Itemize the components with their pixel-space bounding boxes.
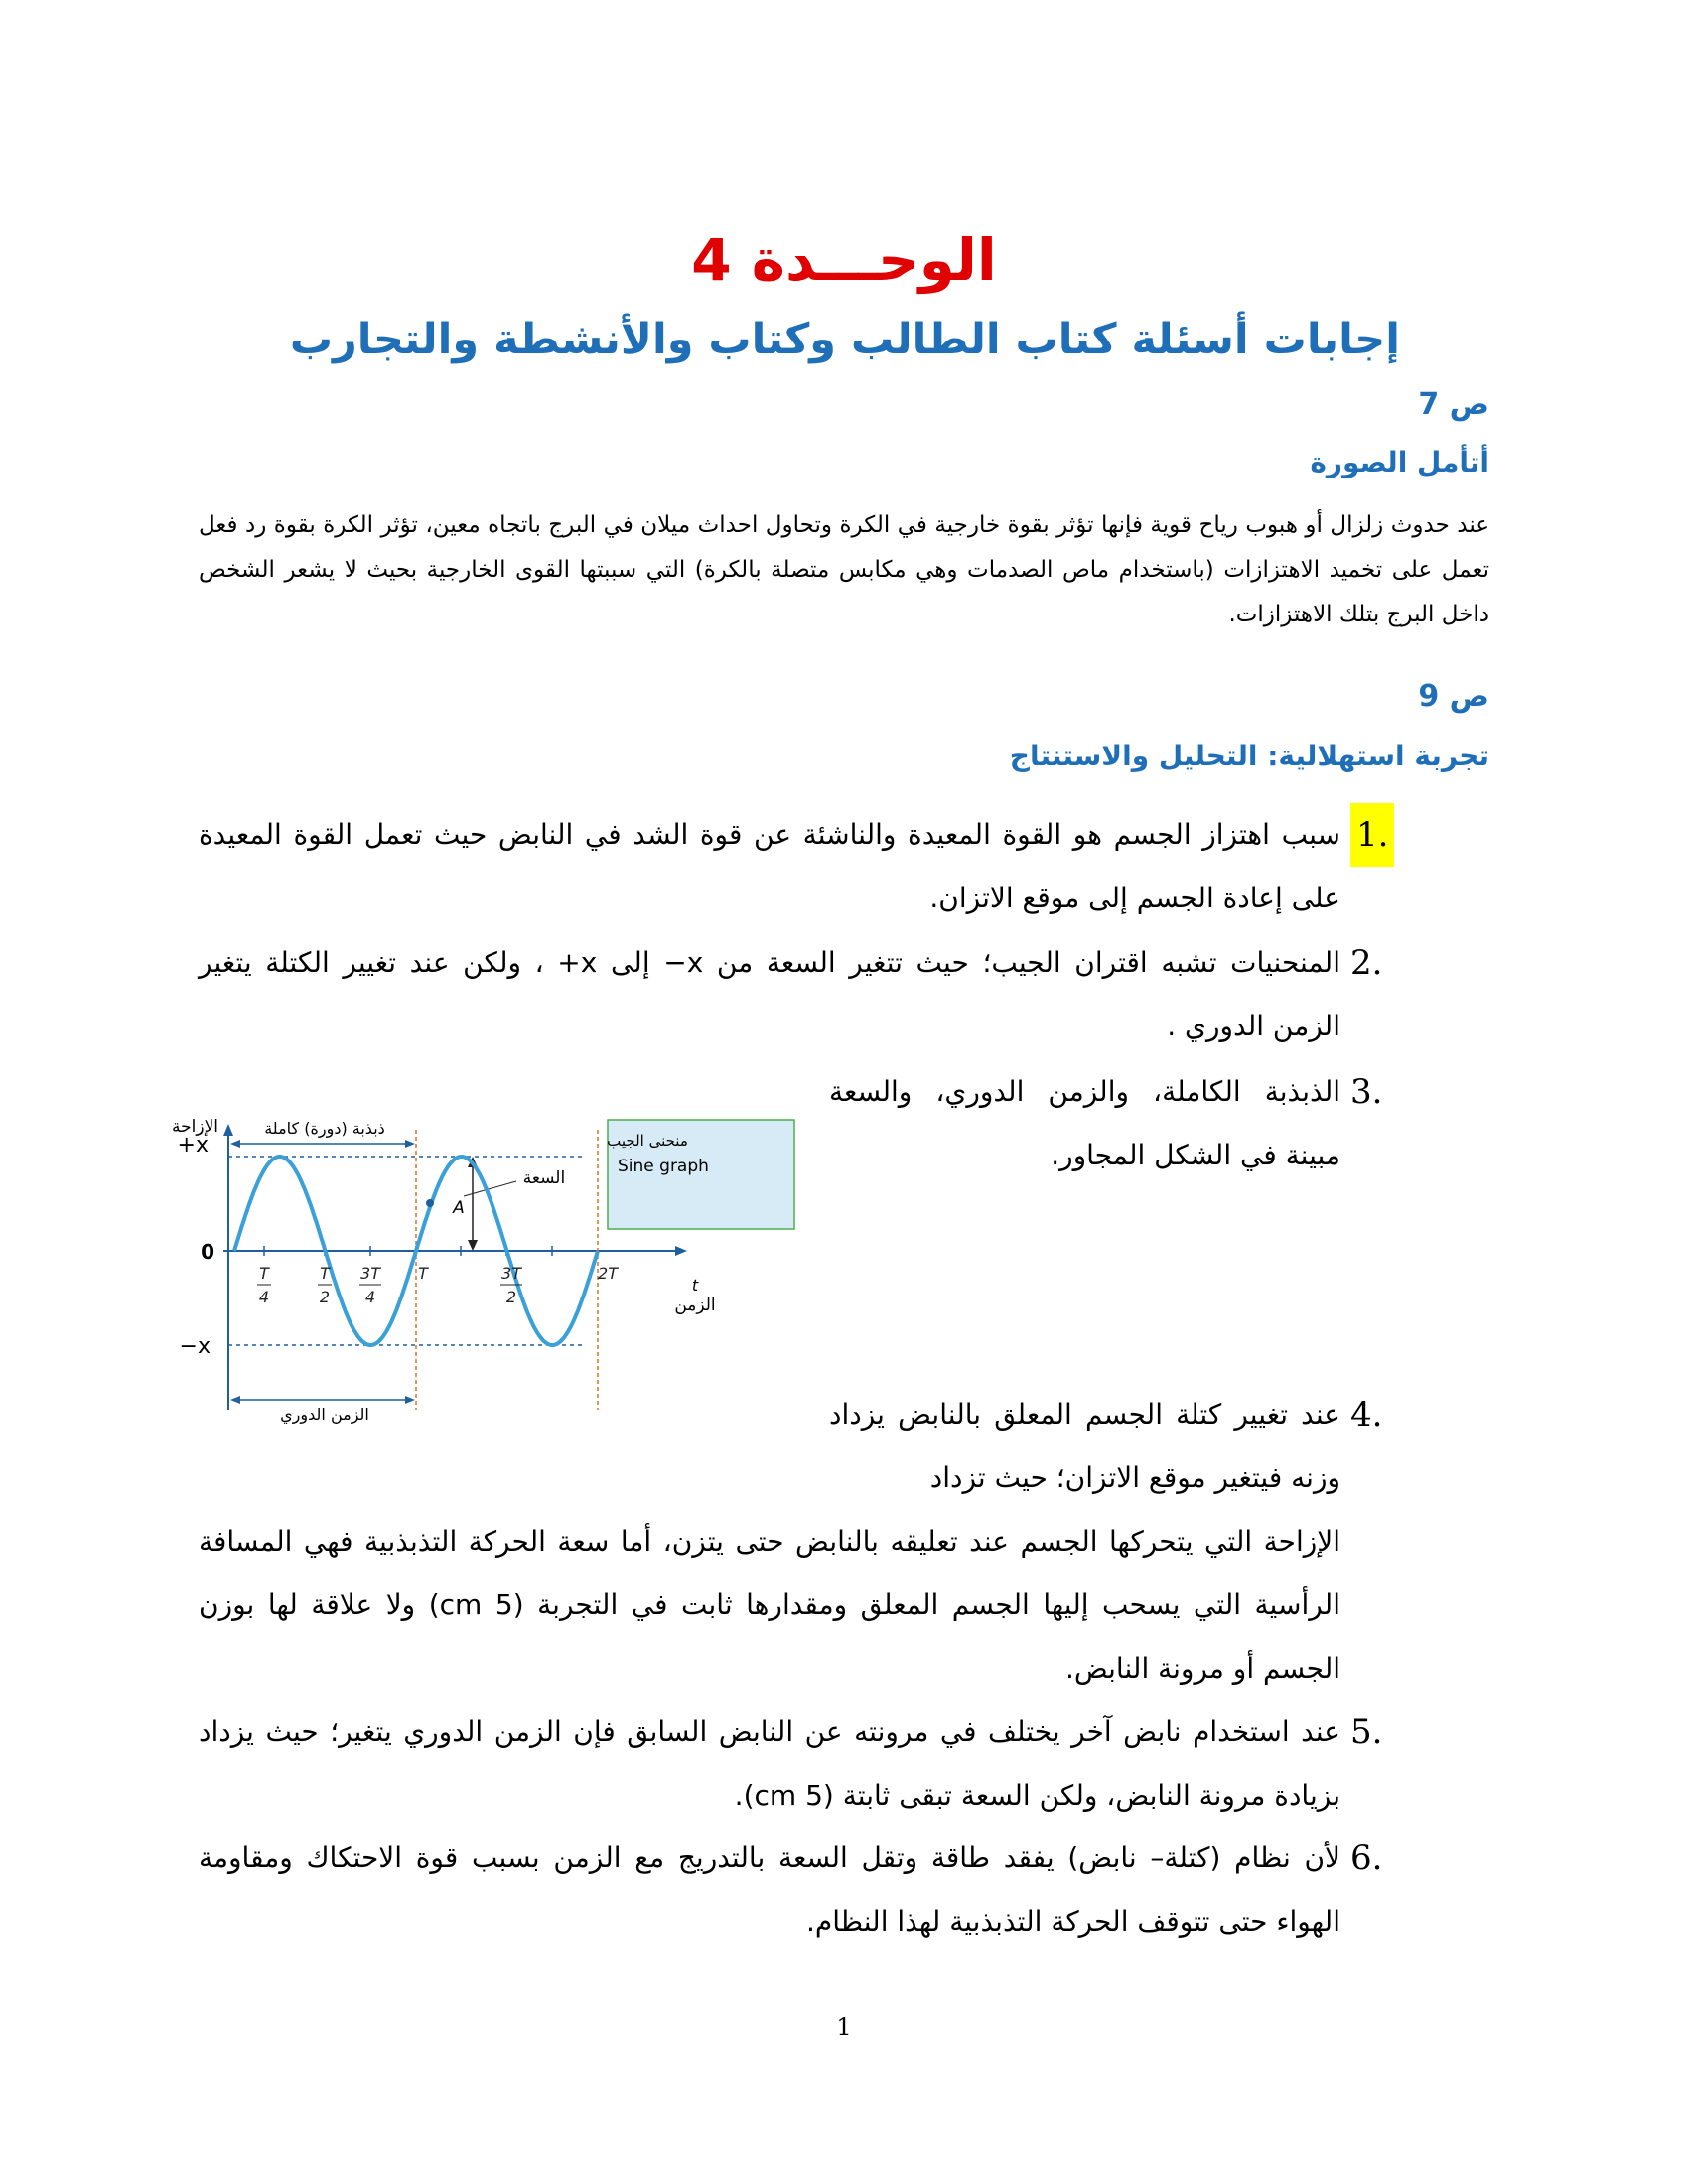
section-heading-observe-image: أتأمل الصورة: [1310, 446, 1489, 478]
period-arrow-left: [230, 1396, 240, 1404]
period-arrow-right: [405, 1396, 415, 1404]
page-reference-7: ص 7: [1418, 387, 1489, 422]
amplitude-arrow-bottom: [468, 1240, 478, 1251]
amplitude-label: السعة: [522, 1168, 566, 1188]
x-axis-symbol: t: [691, 1276, 699, 1295]
tick-label-num: 3T: [360, 1264, 380, 1283]
amplitude-symbol: A: [453, 1198, 465, 1218]
tick-label-num: 3T: [501, 1264, 521, 1283]
answer-4-text-top: عند تغيير كتلة الجسم المعلق بالنابض يزداد وزنه فيتغير موقع الاتزان؛ حيث تزداد: [829, 1398, 1340, 1494]
full-oscillation-arrow-right: [405, 1140, 415, 1148]
unit-title: الوحـــدة 4: [691, 226, 997, 294]
answer-number-5: 5.: [1350, 1712, 1383, 1752]
full-oscillation-label: ذبذبة (دورة) كاملة: [264, 1119, 385, 1138]
tick-label-num: T: [418, 1264, 428, 1283]
section-heading-experiment: تجربة استهلالية: التحليل والاستنتاج: [1009, 740, 1489, 772]
plus-x-label: +x: [177, 1133, 209, 1158]
page-reference-9: ص 9: [1418, 679, 1489, 714]
tick-label-den: 4: [364, 1288, 376, 1306]
page-number: 1: [836, 2013, 852, 2041]
tick-label-num: T: [259, 1264, 269, 1283]
full-oscillation-arrow-left: [230, 1140, 240, 1148]
observe-image-paragraph: عند حدوث زلزال أو هبوب رياح قوية فإنها تؤثر بقوة خارجية في الكرة وتحاول احداث ميلان في البرج باتجاه معين، تؤثر الكرة بقوة رد فعل تعمل على تخميد الاهتزازات (باستخدام ماص الصدمات وهي مكابس متصلة بالكرة) التي سببتها القوى الخارجية بحيث لا يشعر الشخص داخل البرج بتلك الاهتزازات.: [199, 512, 1489, 627]
curve-direction-dot: [426, 1199, 434, 1207]
tick-labels: [257, 1264, 619, 1306]
answer-4-text-bottom: الإزاحة التي يتحركها الجسم عند تعليقه بالنابض حتى يتزن، أما سعة الحركة التذبذبية فهي المسافة الرأسية التي يسحب إليها الجسم المعلق ومقدارها ثابت في التجربة (5 cm) ولا علاقة لها بوزن الجسم أو مرونة النابض.: [199, 1525, 1340, 1685]
tick-label-den: 2: [505, 1288, 517, 1306]
answer-number-4: 4.: [1350, 1395, 1383, 1434]
zero-label: 0: [201, 1240, 214, 1264]
y-axis-label: الإزاحة: [172, 1117, 218, 1137]
answer-number-1: 1.: [1350, 803, 1394, 867]
page-subtitle: إجابات أسئلة كتاب الطالب وكتاب والأنشطة والتجارب: [289, 315, 1400, 364]
period-label: الزمن الدوري: [280, 1405, 369, 1424]
answer-number-6: 6.: [1350, 1839, 1383, 1878]
answer-3-text: الذبذبة الكاملة، والزمن الدوري، والسعة مبينة في الشكل المجاور.: [829, 1075, 1340, 1171]
sine-graph-figure: [139, 1102, 814, 1430]
tick-label-den: 2: [319, 1288, 331, 1306]
answer-2-text: المنحنيات تشبه اقتران الجيب؛ حيث تتغير السعة من x− إلى x+ ، ولكن عند تغيير الكتلة يتغير الزمن الدوري .: [199, 946, 1340, 1042]
answer-1-text: سبب اهتزاز الجسم هو القوة المعيدة والناشئة عن قوة الشد في النابض حيث تعمل القوة المعيدة على إعادة الجسم إلى موقع الاتزان.: [199, 818, 1340, 914]
minus-x-label: −x: [179, 1334, 211, 1359]
y-axis-arrow: [223, 1124, 233, 1136]
answer-number-2: 2.: [1350, 943, 1383, 983]
tick-label-num: T: [320, 1264, 330, 1283]
legend-english: Sine graph: [618, 1157, 709, 1176]
x-axis-arrow: [675, 1246, 687, 1256]
answer-number-3: 3.: [1350, 1072, 1383, 1112]
legend-arabic: منحنى الجيب: [607, 1132, 688, 1150]
x-axis-label: الزمن: [674, 1296, 716, 1315]
tick-label-den: 4: [258, 1288, 270, 1306]
answer-5-text: عند استخدام نابض آخر يختلف في مرونته عن النابض السابق فإن الزمن الدوري يتغير؛ حيث يزداد بزيادة مرونة النابض، ولكن السعة تبقى ثابتة (5 cm).: [199, 1715, 1340, 1812]
tick-label-num: 2T: [598, 1264, 618, 1283]
answer-6-text: لأن نظام (كتلة– نابض) يفقد طاقة وتقل السعة بالتدريج مع الزمن بسبب قوة الاحتكاك ومقاومة الهواء حتى تتوقف الحركة التذبذبية لهذا النظام.: [199, 1842, 1340, 1938]
